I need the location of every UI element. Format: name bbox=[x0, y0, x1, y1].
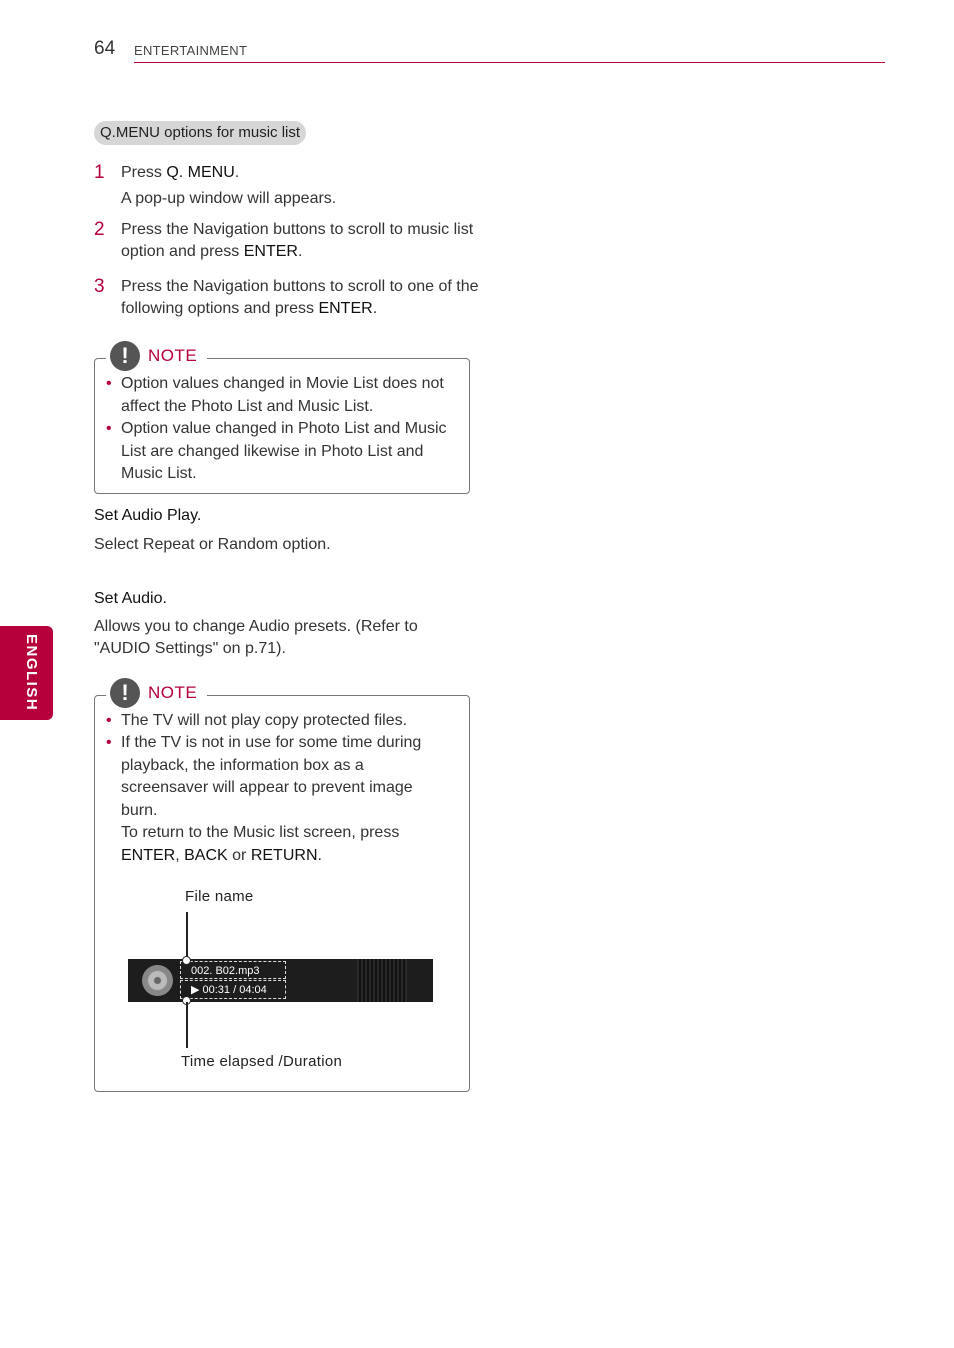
note-2-bullet-1-text: The TV will not play copy protected files. bbox=[121, 712, 408, 729]
sep-1: , bbox=[175, 846, 185, 864]
key-return: RETURN bbox=[250, 846, 318, 864]
exclamation-icon: ! bbox=[110, 678, 140, 708]
file-name-callout: File name bbox=[185, 888, 254, 905]
set-audio-play-heading: Set Audio Play. bbox=[94, 507, 202, 524]
set-audio-play-text: Select Repeat or Random option. bbox=[94, 536, 331, 553]
step-1-number: 1 bbox=[94, 162, 105, 183]
note-1-bullet-1-text: Option values changed in Movie List does not affect the Photo List and Music List. bbox=[121, 375, 444, 415]
note-1-header bbox=[106, 339, 207, 373]
step-1-line2: A pop-up window will appears. bbox=[121, 190, 337, 207]
disc-icon bbox=[142, 965, 173, 996]
return-pre: To return to the Music list screen, press bbox=[121, 824, 400, 841]
step-1-post: . bbox=[234, 164, 240, 181]
step-3-text bbox=[121, 276, 481, 320]
time-field: ▶ 00:31 / 04:04 bbox=[180, 980, 286, 999]
step-2-text bbox=[121, 219, 481, 263]
qmenu-heading-pill: Q.MENU options for music list bbox=[94, 121, 306, 145]
file-name-field: 002. B02.mp3 bbox=[180, 961, 286, 979]
step-1-text bbox=[121, 162, 481, 210]
bullet-dot: • bbox=[106, 375, 112, 392]
step-2-post: . bbox=[297, 243, 303, 260]
key-back: BACK bbox=[184, 846, 228, 864]
bullet-dot: • bbox=[106, 712, 112, 729]
header-rule bbox=[134, 62, 885, 63]
note-2-bullet-1 bbox=[106, 710, 461, 733]
set-audio-heading: Set Audio. bbox=[94, 590, 167, 607]
step-1-pre: Press bbox=[121, 164, 167, 181]
time-elapsed-callout: Time elapsed /Duration bbox=[181, 1053, 343, 1070]
note-2-header bbox=[106, 676, 207, 710]
step-3-pre: Press the Navigation buttons to scroll to one of the following options and press bbox=[121, 278, 479, 317]
step-2-key: ENTER bbox=[243, 243, 298, 260]
spectrum-visualizer bbox=[357, 959, 407, 1002]
step-3-number: 3 bbox=[94, 276, 105, 297]
exclamation-icon: ! bbox=[110, 341, 140, 371]
note-2-bullet-2-text: If the TV is not in use for some time during playback, the information box as a screensaver will appear to prevent image burn. bbox=[121, 734, 422, 819]
music-info-box bbox=[128, 959, 433, 1002]
return-instruction bbox=[121, 824, 399, 864]
note-2-label: NOTE bbox=[148, 683, 198, 702]
note-1-bullet-1 bbox=[106, 373, 466, 418]
bullet-dot: • bbox=[106, 420, 112, 437]
callout-pin-top bbox=[182, 956, 191, 965]
sep-2: or bbox=[227, 846, 251, 864]
callout-line-top bbox=[186, 912, 188, 960]
note-1-label: NOTE bbox=[148, 346, 198, 365]
note-1-bullet-2-text: Option value changed in Photo List and Music List are changed likewise in Photo List and Music List. bbox=[121, 420, 447, 482]
bullet-dot: • bbox=[106, 734, 112, 751]
step-2-number: 2 bbox=[94, 219, 105, 240]
side-tab-label: ENGLISH bbox=[23, 634, 40, 712]
note-2-bullet-2 bbox=[106, 732, 436, 867]
step-3-key: ENTER bbox=[318, 300, 373, 317]
callout-line-bottom bbox=[186, 1002, 188, 1048]
note-1-bullet-2 bbox=[106, 418, 461, 486]
language-side-tab bbox=[0, 626, 53, 720]
page-number: 64 bbox=[94, 38, 116, 59]
step-1-key: Q. MENU bbox=[166, 164, 235, 181]
key-enter: ENTER bbox=[121, 846, 176, 864]
set-audio-text: Allows you to change Audio presets. (Refer to "AUDIO Settings" on p.71). bbox=[94, 618, 418, 657]
step-2-pre: Press the Navigation buttons to scroll to music list option and press bbox=[121, 221, 474, 260]
section-title: ENTERTAINMENT bbox=[134, 43, 248, 58]
return-post: . bbox=[317, 846, 322, 864]
step-3-post: . bbox=[372, 300, 378, 317]
